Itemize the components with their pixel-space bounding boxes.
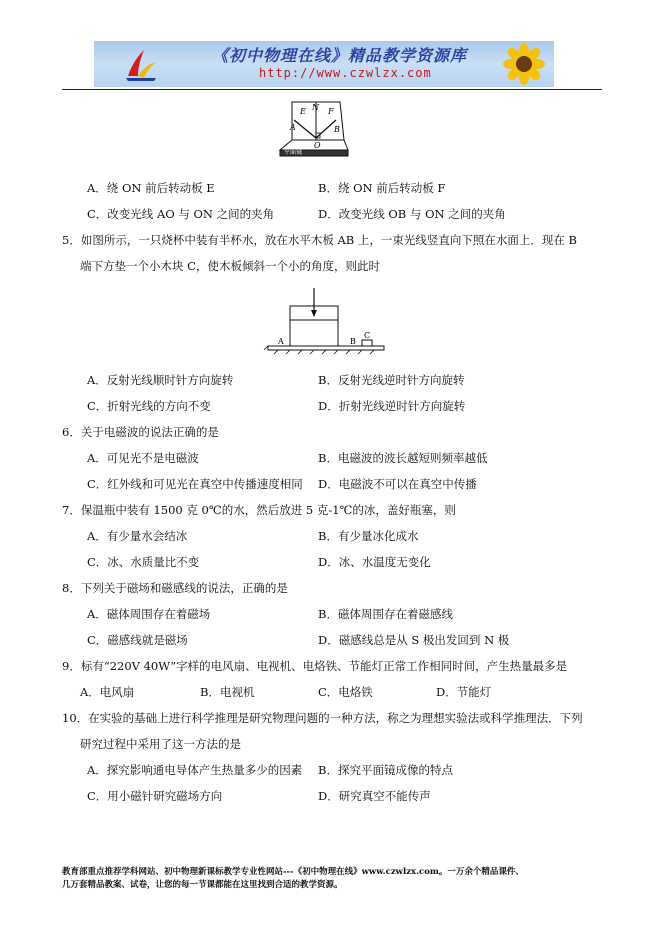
fig1-label-a: A (290, 123, 296, 132)
q7-option-d[interactable]: D．冰、水温度无变化 (318, 555, 431, 569)
q9-option-d[interactable]: D．节能灯 (436, 685, 492, 699)
q4-option-d[interactable]: D．改变光线 OB 与 ON 之间的夹角 (318, 207, 506, 221)
q8-option-b[interactable]: B．磁体周围存在着磁感线 (318, 607, 453, 621)
q4-option-a[interactable]: A．绕 ON 前后转动板 E (87, 181, 215, 195)
q5-option-b[interactable]: B．反射光线逆时针方向旋转 (318, 373, 465, 387)
q5-option-a[interactable]: A．反射光线顺时针方向旋转 (87, 373, 234, 387)
q4-option-c[interactable]: C．改变光线 AO 与 ON 之间的夹角 (87, 207, 275, 221)
fig1-label-e: E (300, 107, 306, 116)
q10-option-c[interactable]: C．用小磁针研究磁场方向 (87, 789, 223, 803)
q10-option-b[interactable]: B．探究平面镜成像的特点 (318, 763, 453, 777)
q5-option-d[interactable]: D．折射光线逆时针方向旋转 (318, 399, 466, 413)
q4-option-b[interactable]: B．绕 ON 前后转动板 F (318, 181, 446, 195)
q5-stem-line1: 5．如图所示，一只烧杯中装有半杯水，放在水平木板 AB 上，一束光线竖直向下照在水面上．现在 B (62, 233, 577, 247)
q8-option-a[interactable]: A．磁体周围存在着磁场 (87, 607, 211, 621)
q9-option-b[interactable]: B．电视机 (200, 685, 255, 699)
site-logo-icon (124, 46, 158, 82)
q7-option-b[interactable]: B．有少量冰化成水 (318, 529, 419, 543)
q10-stem-line1: 10．在实验的基础上进行科学推理是研究物理问题的一种方法，称之为理想实验法或科学推理法．下列 (62, 711, 583, 725)
q7-option-a[interactable]: A．有少量水会结冰 (87, 529, 188, 543)
header-title: 《初中物理在线》精品教学资源库 (212, 46, 468, 65)
fig1-label-n: N (312, 103, 319, 112)
q8-option-c[interactable]: C．磁感线就是磁场 (87, 633, 188, 647)
fig2-label-c: C (364, 331, 371, 340)
fig1-label-f: F (328, 107, 334, 116)
q10-stem-line2: 研究过程中采用了这一方法的是 (80, 737, 241, 751)
q8-stem: 8．下列关于磁场和磁感线的说法，正确的是 (62, 581, 288, 595)
q9-option-c[interactable]: C．电烙铁 (318, 685, 373, 699)
q5-stem-line2: 端下方垫一个小木块 C，使木板倾斜一个小的角度，则此时 (80, 259, 380, 273)
q6-option-a[interactable]: A．可见光不是电磁波 (87, 451, 199, 465)
q6-option-b[interactable]: B．电磁波的波长越短则频率越低 (318, 451, 488, 465)
q7-option-c[interactable]: C．冰、水质量比不变 (87, 555, 200, 569)
q6-stem: 6．关于电磁波的说法正确的是 (62, 425, 219, 439)
q6-option-c[interactable]: C．红外线和可见光在真空中传播速度相同 (87, 477, 303, 491)
header-rule (62, 89, 602, 90)
q9-stem: 9．标有“220V 40W”字样的电风扇、电视机、电烙铁、节能灯正常工作相同时间，产生热量最多是 (62, 659, 568, 673)
q8-option-d[interactable]: D．磁感线总是从 S 极出发回到 N 极 (318, 633, 510, 647)
footer-line2: 几万套精品教案、试卷，让您的每一节课都能在这里找到合适的教学资源。 (62, 880, 343, 890)
header-url[interactable]: http://www.czwlzx.com (259, 66, 432, 80)
q9-option-a[interactable]: A．电风扇 (80, 685, 135, 699)
q6-option-d[interactable]: D．电磁波不可以在真空中传播 (318, 477, 477, 491)
q10-option-a[interactable]: A．探究影响通电导体产生热量多少的因素 (87, 763, 303, 777)
q7-stem: 7．保温瓶中装有 1500 克 0℃的水，然后放进 5 克-1℃的冰，盖好瓶塞，则 (62, 503, 456, 517)
beaker-on-board-figure (262, 286, 390, 356)
sunflower-icon (494, 43, 550, 85)
reflection-apparatus-figure (278, 100, 350, 164)
footer-line1: 教育部重点推荐学科网站、初中物理新课标教学专业性网站---《初中物理在线》www.czwlzx.com。一万余个精品课件、 (62, 867, 524, 877)
fig1-label-o: O (314, 141, 321, 150)
q10-option-d[interactable]: D．研究真空不能传声 (318, 789, 431, 803)
header-banner (94, 41, 554, 87)
q5-option-c[interactable]: C．折射光线的方向不变 (87, 399, 211, 413)
page-footer (62, 866, 602, 892)
fig1-label-mirror: 平面镜 (284, 149, 303, 156)
fig1-label-b: B (334, 125, 340, 134)
fig2-label-b: B (350, 337, 356, 346)
fig2-label-a: A (278, 337, 284, 346)
